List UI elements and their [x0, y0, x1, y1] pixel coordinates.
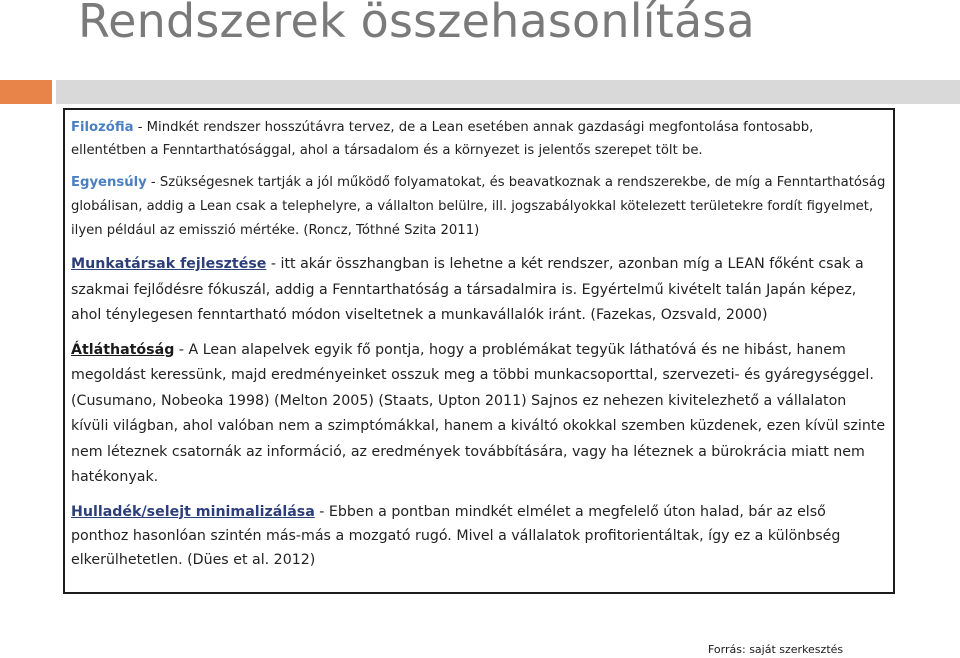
- paragraph-munkatarsak: [71, 252, 887, 329]
- accent-bar-grey: [56, 80, 960, 104]
- slide-title: Rendszerek összehasonlítása: [78, 0, 755, 48]
- paragraph-text: - Mindkét rendszer hosszútávra tervez, de a Lean esetében annak gazdasági megfontolása fontosabb, ellentétben a Fenntarthatósággal, ahol a társadalom és a környezet is jelentős szerepet tölt be.: [71, 120, 814, 158]
- comparison-text-box: [63, 108, 895, 594]
- paragraph-text: - Szükségesnek tartják a jól működő folyamatokat, és beavatkoznak a rendszerekbe, de míg a Fenntarthatóság globálisan, addig a Lean csak a telephelyre, a vállalton belülre, ill. jogszabályokkal kötelezett területekre fordít figyelmet, ilyen például az emisszió mértéke. (Roncz, Tóthné Szita 2011): [71, 175, 886, 238]
- keyword-hulladek: Hulladék/selejt minimalizálása: [71, 503, 315, 520]
- paragraph-text: - Ebben a pontban mindkét elmélet a megfelelő úton halad, bár az első ponthoz hasonlóan szintén más-más a mozgató rugó. Mivel a vállalatok profitorientáltak, így ez a különbség elkerülhetetlen. (Dües et al. 2012): [71, 503, 841, 568]
- paragraph-text: - itt akár összhangban is lehetne a két rendszer, azonban míg a LEAN főként csak a szakmai fejlődésre fókuszál, addig a Fenntarthatóság a társadalmira is. Egyértelmű kivételt talán Japán képez, ahol ténylegesen fenntartható módon viseltetnek a munkavállalók iránt. (Fazekas, Ozsvald, 2000): [71, 256, 864, 323]
- keyword-filozofia: Filozófia: [71, 120, 134, 135]
- source-note: Forrás: saját szerkesztés: [708, 643, 844, 656]
- keyword-atlathatosag: Átláthatóság: [71, 341, 175, 358]
- keyword-egyensuly: Egyensúly: [71, 175, 147, 190]
- paragraph-hulladek: [71, 500, 887, 572]
- paragraph-atlathatosag: [71, 338, 887, 491]
- paragraph-text: - A Lean alapelvek egyik fő pontja, hogy a problémákat tegyük láthatóvá és ne hibást, hanem megoldást keressünk, majd eredményeinket osszuk meg a többi munkacsoporttal, szervezeti- és gyáregységgel. (Cusumano, Nobeoka 1998) (Melton 2005) (Staats, Upton 2011) Sajnos ez nehezen kivitelezhető a vállalaton kívüli világban, ahol valóban nem a szimptómákkal, hanem a kiváltó okokkal szemben küzdenek, ezen kívül szinte nem léteznek csatornák az információ, az eredmények továbbítására, vagy ha léteznek a bürokrácia miatt nem hatékonyak.: [71, 341, 886, 485]
- paragraph-egyensuly: [71, 171, 887, 243]
- accent-bar-orange: [0, 80, 52, 104]
- paragraph-filozofia: [71, 116, 887, 162]
- keyword-munkatarsak: Munkatársak fejlesztése: [71, 256, 267, 272]
